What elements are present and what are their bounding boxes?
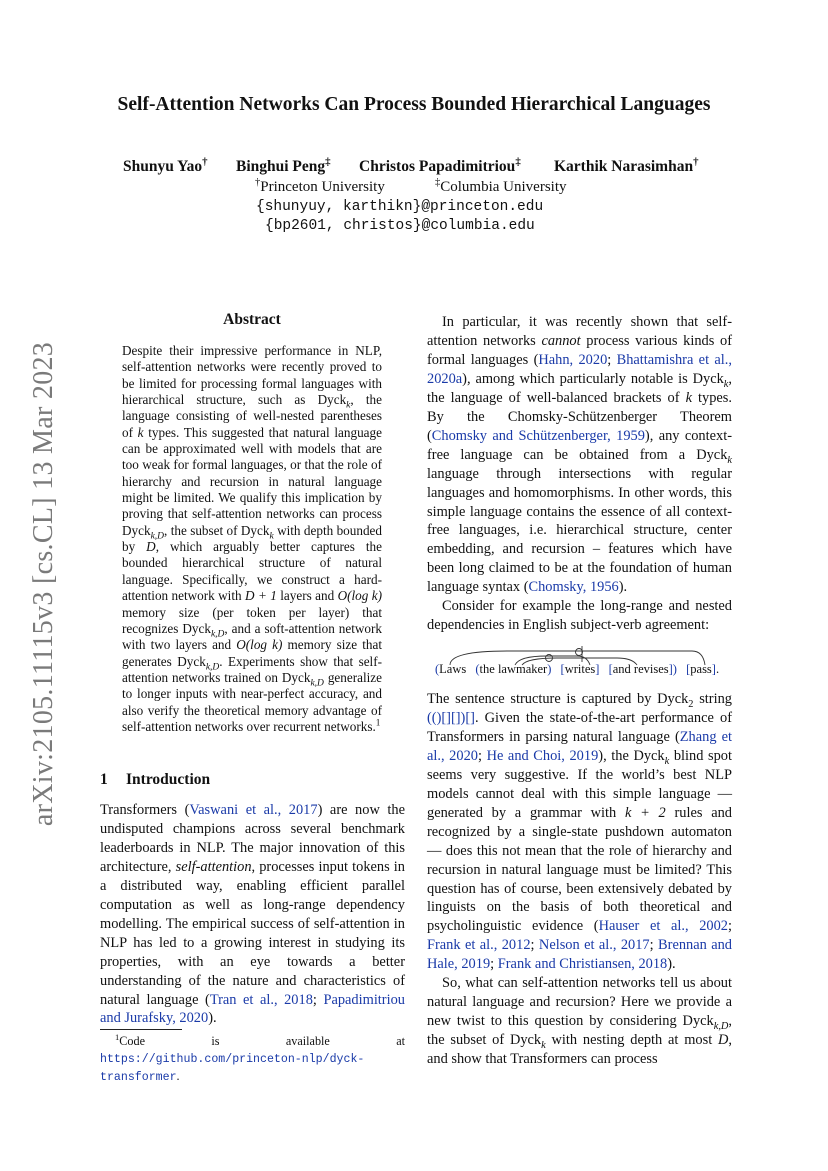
bracket: ]	[668, 662, 673, 676]
right-column-text: In particular, it was recently shown that self-attention networks cannot process various kinds of formal languages (Hahn, 2020; Bhattamishra et al., 2020a), among which particularly notable is Dyck$_k$, the language of well-balanced brackets of k types. By the Chomsky-Schützenberger Theorem (Chomsky and Schützenberger, 1959), any context-free language can be obtained from a Dyck$_k$ language through intersections with regular languages and homomorphisms. In other words, this simple language contains the essence of all context-free languages, i.e. hierarchical structure, center embedding, and recursion – features which have been long claimed to be at the foundation of human language syntax (Chomsky, 1956). Consider for example the long-range and nested dependencies in English subject-verb agreement:	[427, 314, 732, 634]
author-yao: Shunyu Yao†	[123, 155, 208, 175]
citation-papadimitriou-jurafsky[interactable]: Papadimitriou and Jurafsky, 2020	[100, 991, 405, 1027]
bracket: [	[608, 662, 613, 676]
footnote-rule	[100, 1029, 182, 1030]
affiliation-princeton: †Princeton University	[255, 177, 385, 195]
dyck-string[interactable]: (()[][])[]	[427, 709, 475, 726]
email-columbia: {bp2601, christos}@columbia.edu	[265, 218, 535, 234]
author-peng: Binghui Peng‡	[236, 155, 331, 175]
arxiv-identifier: arXiv:2105.11115v3 [cs.CL] 13 Mar 2023	[28, 341, 59, 827]
citation-brennan-hale[interactable]: Brennan and Hale, 2019	[427, 937, 732, 973]
email-princeton: {shunyuy, karthikn}@princeton.edu	[256, 199, 544, 215]
bracket: (	[475, 662, 480, 676]
bracket: ]	[595, 662, 600, 676]
affiliation-columbia: ‡Columbia University	[435, 177, 567, 195]
abstract-text: Despite their impressive performance in NLP, self-attention networks were recently proved to be limited for processing formal languages with hierarchical structure, such as Dyck$_k$, the language consisting of well-nested parentheses of k types. This suggested that natural language can be approximated well with models that are too weak for formal languages, or that the role of hierarchy and recursion in natural language might be limited. We qualify this implication by proving that self-attention networks can process Dyck$_{k,D}$, the subset of Dyck$_k$ with depth bounded by D, which arguably better captures the bounded hierarchical structure of natural language. Specifically, we construct a hard-attention network with D + 1 layers and O(log k) memory size (per token per layer) that recognizes Dyck$_{k,D}$, and a soft-attention network with two layers and O(log k) memory size that generates Dyck$_{k,D}$. Experiments show that self-attention networks trained on Dyck$_{k,D}$ generalize to longer inputs with near-perfect accuracy, and also verify the theoretical memory advantage of self-attention networks over recurrent networks.$^1$	[122, 343, 383, 734]
citation-hauser[interactable]: Hauser et al., 2002	[598, 918, 728, 935]
svg-text:(Laws (the lawmaker): (Laws (the lawmaker) [writes] [and revises]) [pass].	[435, 662, 720, 676]
code-link[interactable]: https://github.com/princeton-nlp/dyck-transformer	[100, 1052, 365, 1084]
word-writes: writes	[564, 662, 596, 676]
footnote: $^1$Code is available at https://github.com/princeton-nlp/dyck-transformer.	[100, 1031, 405, 1084]
citation-bhattamishra[interactable]: Bhattamishra et al., 2020a	[427, 351, 732, 387]
citation-frank-christiansen[interactable]: Frank and Christiansen, 2018	[497, 956, 668, 973]
citation-nelson[interactable]: Nelson et al., 2017	[538, 937, 650, 954]
word-and-revises: and revises	[612, 662, 669, 676]
word-the-lawmaker: the lawmaker	[479, 662, 548, 676]
citation-hahn[interactable]: Hahn, 2020	[538, 351, 608, 368]
bracket: (	[435, 662, 440, 676]
citation-chomsky-schutzenberger[interactable]: Chomsky and Schützenberger, 1959	[431, 427, 645, 444]
bracket: )	[672, 662, 677, 676]
citation-zhang[interactable]: Zhang et al., 2020	[427, 728, 732, 764]
citation-tran[interactable]: Tran et al., 2018	[209, 991, 313, 1008]
footnote-marker[interactable]: 1	[375, 717, 381, 728]
citation-frank-2012[interactable]: Frank et al., 2012	[427, 937, 531, 954]
citation-vaswani[interactable]: Vaswani et al., 2017	[189, 802, 318, 818]
arc-crossing-marker	[576, 649, 583, 656]
word-laws: Laws	[439, 662, 467, 676]
bracket: ]	[711, 662, 716, 676]
right-column-text-continued: The sentence structure is captured by Dyck$_2$ string (()[][])[]. Given the state-of-the-art performance of Transformers in parsing natural language (Zhang et al., 2020; He and Choi, 2019), the Dyck$_k$ blind spot seems very suggestive. If the world’s best NLP models cannot deal with this simple language — generated by a grammar with k + 2 rules and recognized by a single-state pushdown automaton — does this not mean that the role of hierarchy and recursion in natural language must be limited? This question has of course, been extensively debated by linguists on the basis of both theoretical and psycholinguistic evidence (Hauser et al., 2002; Frank et al., 2012; Nelson et al., 2017; Brennan and Hale, 2019; Frank and Christiansen, 2018). So, what can self-attention networks tell us about natural language and recursion? Here we provide a new twist to this question by considering Dyck$_{k,D}$, the subset of Dyck$_k$ with nesting depth at most D, and show that Transformers can process	[427, 691, 733, 1068]
bracket: [	[686, 662, 691, 676]
section-heading-introduction: 1 Introduction	[100, 771, 211, 788]
intro-paragraph: Transformers (Vaswani et al., 2017) are now the undisputed champions across several benchmark leaderboards in NLP. The major innovation of this architecture, self-attention, processes input tokens in a distributed way, enabling efficient parallel computation as well as long-range dependency modelling. The empirical success of self-attention in NLP has led to a growing interest in studying its properties, with an eye towards a better understanding of the nature and characteristics of natural language (Tran et al., 2018; Papadimitriou and Jurafsky, 2020).	[100, 802, 406, 1027]
author-papadimitriou: Christos Papadimitriou‡	[359, 155, 521, 175]
author-narasimhan: Karthik Narasimhan†	[554, 155, 699, 175]
word-pass: pass	[690, 662, 712, 676]
dependency-example	[427, 642, 732, 684]
paper-title: Self-Attention Networks Can Process Bounded Hierarchical Languages	[117, 94, 711, 115]
abstract-heading: Abstract	[223, 311, 281, 328]
bracket: [	[560, 662, 565, 676]
citation-he-choi[interactable]: He and Choi, 2019	[486, 747, 599, 764]
citation-chomsky[interactable]: Chomsky, 1956	[528, 579, 619, 596]
bracket: )	[547, 662, 552, 676]
